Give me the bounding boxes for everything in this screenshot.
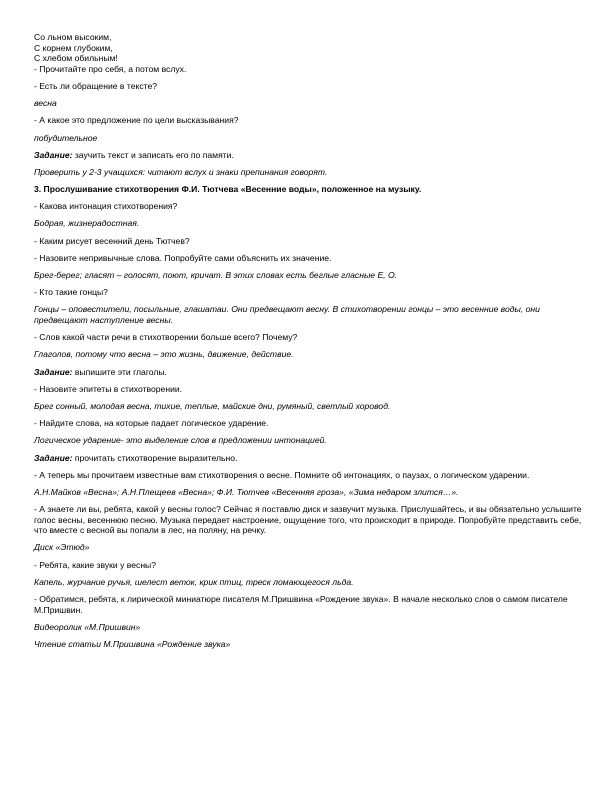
poem-line-3: С хлебом обильным! bbox=[34, 53, 118, 64]
video-prishvin: Видеоролик «М.Пришвин» bbox=[34, 621, 141, 632]
question-address: - Есть ли обращение в тексте? bbox=[34, 80, 158, 91]
answer-unusual-words: Брег-берег; гласят – голосят, поют, кричат. В этих словах есть беглые гласные Е, О. bbox=[34, 270, 398, 281]
prishvin-intro: - Обратимся, ребята, к лирической миниатюре писателя М.Пришвина «Рождение звука». В начале несколько слов о самом писателе М.Пришвин. bbox=[34, 594, 568, 615]
disc-etude: Диск «Этюд» bbox=[34, 542, 90, 553]
answer-part-of-speech: Глаголов, потому что весна – это жизнь, движение, действие. bbox=[34, 349, 294, 360]
question-purpose: - А какое это предложение по цели высказывания? bbox=[34, 115, 239, 126]
task-text: выпишите эти глаголы. bbox=[72, 366, 167, 377]
question-intonation: - Какова интонация стихотворения? bbox=[34, 201, 178, 212]
check-note: Проверить у 2-3 учащихся: читают вслух и знаки препинания говорят. bbox=[34, 166, 328, 177]
task-memorize bbox=[34, 150, 582, 161]
poem-list: А.Н.Майков «Весна»; А.Н.Плещеев «Весна»; Ф.И. Тютчев «Весенняя гроза», «Зима недаром злится…». bbox=[34, 486, 459, 497]
reading-prishvin: Чтение статьи М.Пришвина «Рождение звука» bbox=[34, 638, 231, 649]
music-intro: - А знаете ли вы, ребята, какой у весны голос? Сейчас я поставлю диск и зазвучит музыка. Прислушайтесь, и вы обязательно услышите голос весны, весеннюю песню. Музыка передает настроение, ощущение того, что происходит в природе. Попробуйте представить себе, что вместе с весной вы попали в лес, на поляну, на речку. bbox=[34, 504, 582, 536]
answer-epithets: Брег сонный, молодая весна, тихие, теплые, майские дни, румяный, светлый хоровод. bbox=[34, 400, 391, 411]
question-messengers: - Кто такие гонцы? bbox=[34, 287, 108, 298]
question-logical-stress: - Найдите слова, на которые падает логическое ударение. bbox=[34, 418, 269, 429]
section-heading-3: 3. Прослушивание стихотворения Ф.И. Тютчева «Весенние воды», положенное на музыку. bbox=[34, 184, 422, 195]
answer-messengers: Гонцы – оповестители, посыльные, глашатаи. Они предвещают весну. В стихотворении гонцы – это весенние воды, они предвещают наступление весны. bbox=[34, 304, 540, 325]
question-epithets: - Назовите эпитеты в стихотворении. bbox=[34, 383, 183, 394]
answer-purpose: побудительное bbox=[34, 132, 98, 143]
instruction-read: - Прочитайте про себя, а потом вслух. bbox=[34, 63, 187, 74]
question-part-of-speech: - Слов какой части речи в стихотворении больше всего? Почему? bbox=[34, 332, 298, 343]
definition-logical-stress: Логическое ударение- это выделение слов в предложении интонацией. bbox=[34, 435, 327, 446]
instruction-known-poems: - А теперь мы прочитаем известные вам стихотворения о весне. Помните об интонациях, о паузах, о логическом ударении. bbox=[34, 469, 530, 480]
poem-line-2: С корнем глубоким, bbox=[34, 42, 113, 53]
task-text: заучить текст и записать его по памяти. bbox=[72, 149, 234, 160]
answer-spring-sounds: Капель, журчание ручья, шелест веток, крик птиц, треск ломающегося льда. bbox=[34, 576, 354, 587]
task-label: Задание: bbox=[34, 452, 73, 463]
answer-address: весна bbox=[34, 98, 57, 109]
question-unusual-words: - Назовите непривычные слова. Попробуйте сами объяснить их значение. bbox=[34, 252, 332, 263]
task-text: прочитать стихотворение выразительно. bbox=[72, 452, 238, 463]
poem-line-1: Со льном высоким, bbox=[34, 32, 112, 42]
task-verbs bbox=[34, 367, 582, 378]
task-label: Задание: bbox=[34, 149, 73, 160]
document-page bbox=[34, 32, 582, 656]
question-spring-sounds: - Ребята, какие звуки у весны? bbox=[34, 559, 157, 570]
question-spring-day: - Каким рисует весенний день Тютчев? bbox=[34, 235, 190, 246]
task-expressive-reading bbox=[34, 453, 582, 464]
answer-intonation: Бодрая, жизнерадостная. bbox=[34, 218, 140, 229]
task-label: Задание: bbox=[34, 366, 73, 377]
